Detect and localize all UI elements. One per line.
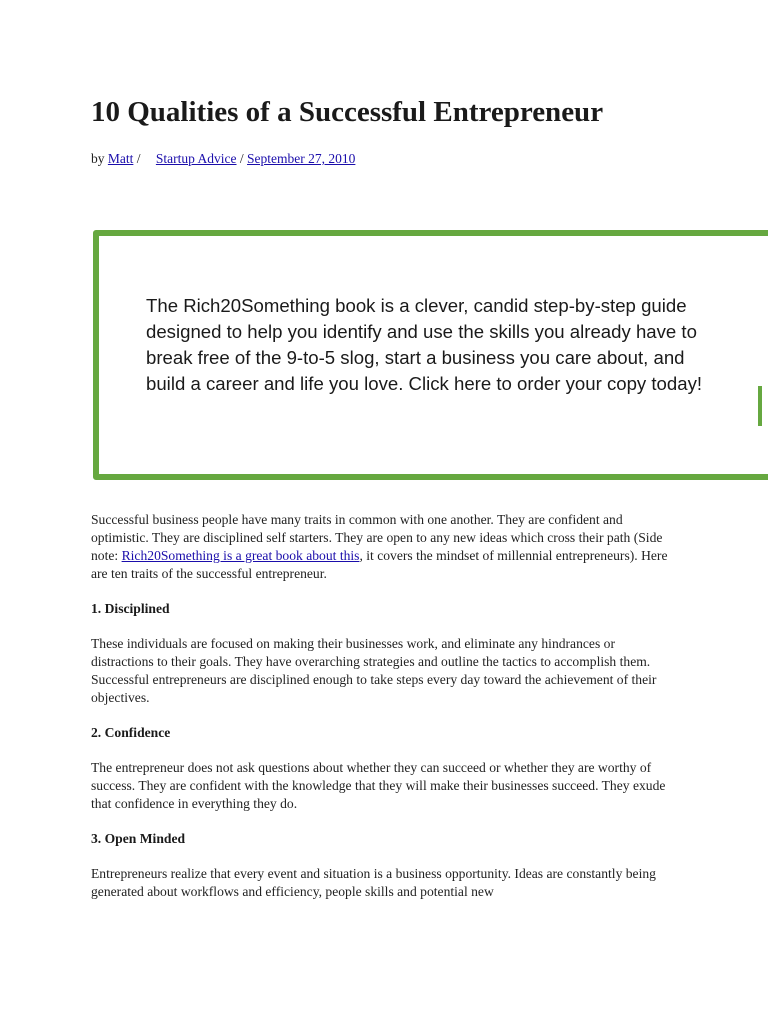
byline-separator: / [136,151,141,166]
page-title: 10 Qualities of a Successful Entrepreneur [91,96,604,128]
section-text-confidence: The entrepreneur does not ask questions about whether they can succeed or whether they are worthy of success. They are confident with the knowledge that they will make their businesses succeed. They exude that confidence in everything they do. [91,760,666,811]
byline-prefix: by [91,151,105,166]
book-promo-banner[interactable] [93,230,768,480]
promo-text: The Rich20Something book is a clever, candid step-by-step guide designed to help you identify and use the skills you already have to break free of the 9-to-5 slog, start a business you care about, and build a career and life you love. Click here to order your copy today! [146,295,703,394]
article-body [91,511,676,918]
section-text-disciplined: These individuals are focused on making their businesses work, and eliminate any hindrances or distractions to their goals. They have overarching strategies and outline the tactics to accomplish them. Successful entrepreneurs are disciplined enough to take steps every day toward the achievement of their objectives. [91,636,657,705]
date-link[interactable]: September 27, 2010 [247,151,356,166]
section-text-open-minded: Entrepreneurs realize that every event and situation is a business opportunity. Ideas are constantly being generated about workflows and efficiency, people skills and potential new [91,866,656,899]
section-heading-open-minded: 3. Open Minded [91,831,186,846]
section-heading-disciplined: 1. Disciplined [91,601,170,616]
promo-decoration [758,386,762,426]
section-heading-confidence: 2. Confidence [91,725,171,740]
category-link[interactable]: Startup Advice [155,151,237,166]
book-link[interactable]: Rich20Something is a great book about this [121,548,360,563]
intro-paragraph: Successful business people have many traits in common with one another. They are confident and optimistic. They are disciplined self starters. They are open to any new ideas which cross their path (Side note: Rich20Something is a great book about this, it covers the mindset of millennial entrepreneurs). Here are ten traits of the successful entrepreneur. [91,512,668,581]
author-link[interactable]: Matt [107,151,134,166]
byline [91,149,355,169]
byline-separator: / [239,151,244,166]
